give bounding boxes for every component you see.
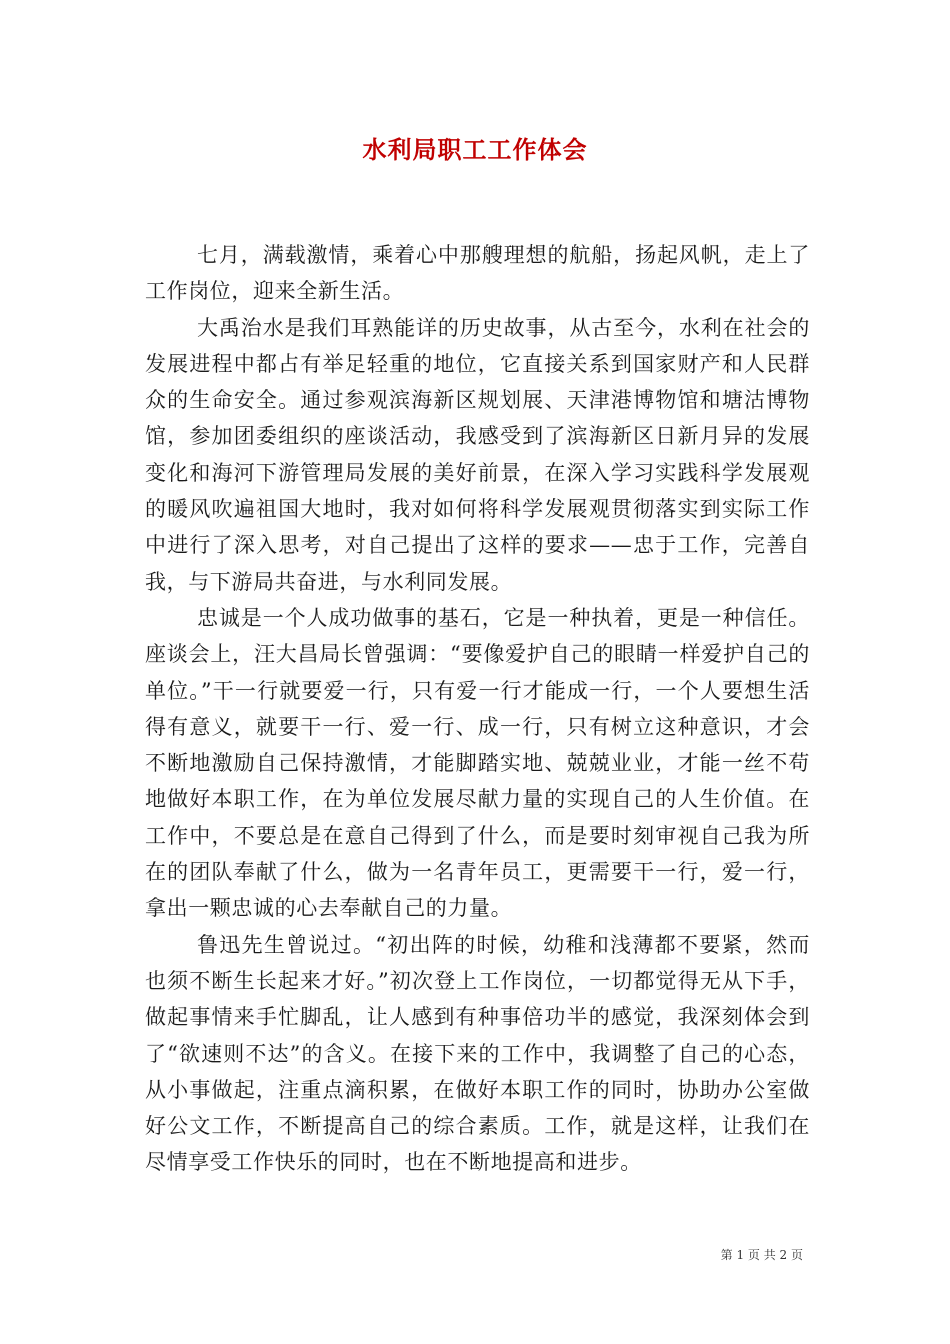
paragraph: 忠诚是一个人成功做事的基石，它是一种执着，更是一种信任。座谈会上，汪大昌局长曾强调：“要像爱护自己的眼睛一样爱护自己的单位。”干一行就要爱一行，只有爱一行才能成一行，一个人要想生活得有意义，就要干一行、爱一行、成一行，只有树立这种意识，才会不断地激励自己保持激情，才能脚踏实地、兢兢业业，才能一丝不苟地做好本职工作，在为单位发展尽献力量的实现自己的人生价值。在工作中，不要总是在意自己得到了什么，而是要时刻审视自己我为所在的团队奉献了什么，做为一名青年员工，更需要干一行，爱一行，拿出一颗忠诚的心去奉献自己的力量。 [145,605,810,921]
page-number-footer: 第 1 页 共 2 页 [720,1248,803,1262]
paragraph: 七月，满载激情，乘着心中那艘理想的航船，扬起风帆，走上了工作岗位，迎来全新生活。 [145,243,810,304]
document-title: 水利局职工工作体会 [362,135,588,164]
document-body [145,237,810,1181]
paragraph: 鲁迅先生曾说过。“初出阵的时候，幼稚和浅薄都不要紧，然而也须不断生长起来才好。”初次登上工作岗位，一切都觉得无从下手，做起事情来手忙脚乱，让人感到有种事倍功半的感觉，我深刻体会到了“欲速则不达”的含义。在接下来的工作中，我调整了自己的心态，从小事做起，注重点滴积累，在做好本职工作的同时，协助办公室做好公文工作，不断提高自己的综合素质。工作，就是这样，让我们在尽情享受工作快乐的同时，也在不断地提高和进步。 [145,932,810,1175]
paragraph: 大禹治水是我们耳熟能详的历史故事，从古至今，水利在社会的发展进程中都占有举足轻重的地位，它直接关系到国家财产和人民群众的生命安全。通过参观滨海新区规划展、天津港博物馆和塘沽博物馆，参加团委组织的座谈活动，我感受到了滨海新区日新月异的发展变化和海河下游管理局发展的美好前景，在深入学习实践科学发展观的暖风吹遍祖国大地时，我对如何将科学发展观贯彻落实到实际工作中进行了深入思考，对自己提出了这样的要求——忠于工作，完善自我，与下游局共奋进，与水利同发展。 [145,315,810,594]
